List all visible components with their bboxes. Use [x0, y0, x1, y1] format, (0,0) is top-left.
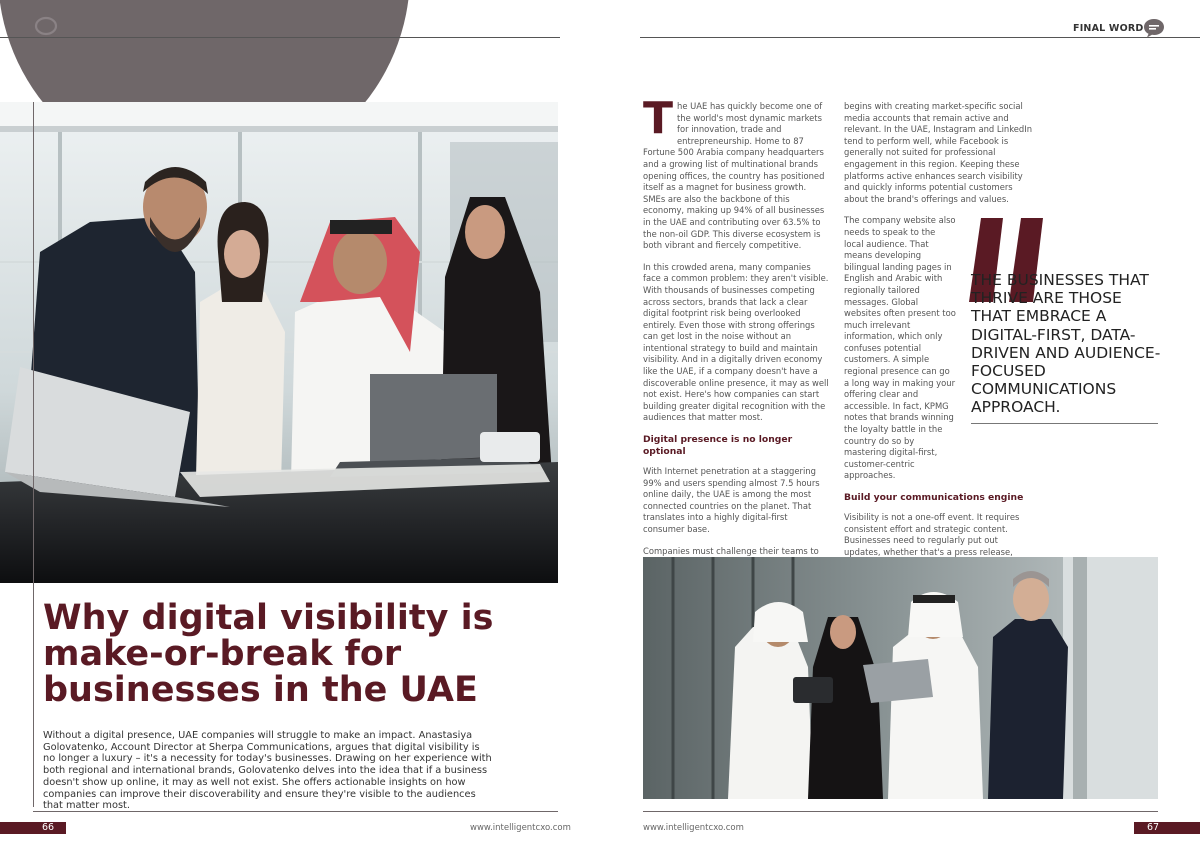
footer-url-left[interactable]: www.intelligentcxo.com: [470, 823, 571, 833]
footer-bar-left: [0, 822, 66, 834]
footer-bar-right: [1134, 822, 1200, 834]
body-column-1: [643, 93, 831, 590]
speech-bubble-icon-left: [34, 16, 58, 38]
page-number-right: 67: [1147, 822, 1160, 833]
article-standfirst: Without a digital presence, UAE companies will struggle to make an impact. Anastasiya Golovatenko, Account Director at Sherpa Communications, argues that digital visibility is no longer a luxury – it's a necessity for today's businesses. Drawing on her experience with both regional and international brands, Golovatenko delves into the idea that if a business doesn't show up online, it may as well not exist. She offers actionable insights on how companies can improve their discoverability and ensure they're visible to the audiences that matter most.: [43, 730, 492, 812]
header-rule-right: [640, 37, 1200, 38]
body-paragraph: Visibility is not a one-off event. It requires consistent effort and strategic content. Businesses need to regularly put out updates, whether that's a press release,: [844, 512, 1020, 557]
pull-quote-rule: [971, 423, 1158, 424]
subheading-communications-engine: Build your communications engine: [844, 492, 1024, 503]
body-paragraph: In this crowded arena, many companies face a common problem: they aren't visible. With thousands of businesses competing across sectors, brands that lack a clear digital footprint risk being overlooked entirely. Even those with strong offerings can get lost in the noise without an intentional strategy to build and maintain visibility. And in a digitally driven economy like the UAE, if a company doesn't have a discoverable online presence, it may as well not exist. Here's how companies can start building greater digital recognition with the audiences that matter most.: [643, 261, 829, 423]
header-rule-left: [0, 37, 560, 38]
body-paragraph: The company website also needs to speak to the local audience. That means developing bilingual landing pages in English and Arabic with regionally tailored messages. Global websites often present too much irrelevant information, which only confuses potential customers. A simple regional presence can go a long way in making your offering clear and accessible. In fact, KPMG notes that brands winning the loyalty battle in the country do so by mastering digital-first, customer-centric approaches.: [844, 215, 956, 481]
footer-url-right[interactable]: www.intelligentcxo.com: [643, 823, 744, 833]
subheading-digital-presence: Digital presence is no longer optional: [643, 434, 793, 458]
speech-bubble-icon: [1142, 17, 1166, 39]
body-paragraph: Companies must challenge their teams to: [643, 545, 819, 556]
article-title: Why digital visibility is make-or-break for businesses in the UAE: [43, 598, 494, 710]
footer-rule-right: [643, 811, 1158, 812]
page-number-left: 66: [42, 822, 55, 833]
photo-outdoor-meeting: [643, 557, 1158, 799]
pull-quote: THE BUSINESSES THAT THRIVE ARE THOSE THAT EMBRACE A DIGITAL-FIRST, DATA-DRIVEN AND AUDIENCE-FOCUSED COMMUNICATIONS APPROACH.: [971, 271, 1161, 417]
body-paragraph: begins with creating market-specific social media accounts that remain active and relevant. In the UAE, Instagram and LinkedIn tend to perform well, while Facebook is generally not suited for professional engagement in this region. Keeping these platforms active enhances search visibility and quickly informs potential customers about the brand's offerings and values.: [844, 101, 1033, 204]
section-label: FINAL WORD: [1073, 23, 1144, 34]
footer-rule-left: [33, 811, 558, 812]
hero-photo-office-meeting: [0, 102, 558, 583]
left-column-divider: [33, 102, 34, 807]
body-paragraph: he UAE has quickly become one of the world's most dynamic markets for innovation, trade and entrepreneurship. Home to 87 Fortune 500 Arabia company headquarters and a growing list of multinational brands opening offices, the country has positioned itself as a magnet for business growth. SMEs are also the backbone of this economy, making up 94% of all businesses in the UAE and contributing over 63.5% to the non-oil GDP. This diverse ecosystem is both vibrant and fiercely competitive.: [643, 101, 825, 251]
body-paragraph: With Internet penetration at a staggering 99% and users spending almost 7.5 hours online daily, the UAE is among the most connected countries on the planet. That translates into a highly digital-first consumer base.: [643, 466, 820, 534]
drop-cap: T: [643, 93, 674, 144]
